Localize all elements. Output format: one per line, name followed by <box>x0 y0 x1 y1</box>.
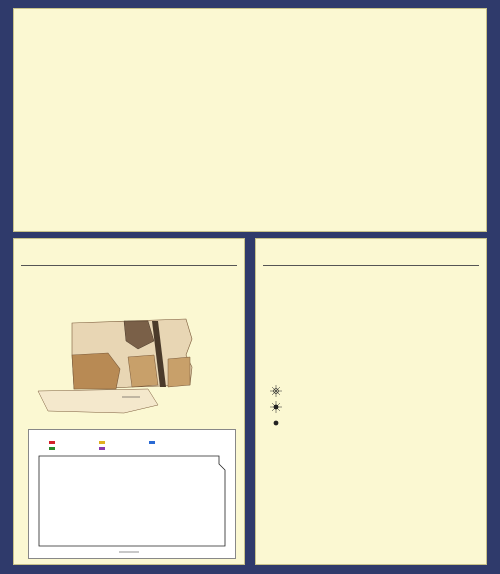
anadarko-basin <box>38 389 158 413</box>
cherokee-basin <box>168 357 190 387</box>
heading-rule <box>263 265 479 266</box>
oil-gas-symbol <box>270 401 282 413</box>
legend-swatch-oil <box>49 447 55 450</box>
location-panel <box>13 238 245 565</box>
legend-swatch-gas <box>49 441 55 444</box>
fields-map-frame <box>28 429 236 559</box>
legend-swatch-storage <box>149 441 155 444</box>
stratigraphy-diagram <box>262 375 482 561</box>
petroleum-geology-panel <box>255 238 487 565</box>
regional-basins-map <box>28 315 238 415</box>
legend-swatch-oilgas <box>99 441 105 444</box>
abstract-panel <box>13 8 487 232</box>
gas-symbol <box>270 385 282 397</box>
heading-rule <box>21 265 237 266</box>
legend-swatch-oilandgas <box>99 447 105 450</box>
kansas-outline <box>39 456 225 546</box>
sedgwick-basin <box>128 355 158 387</box>
oil-symbol <box>274 421 279 426</box>
fields-map <box>29 430 235 558</box>
